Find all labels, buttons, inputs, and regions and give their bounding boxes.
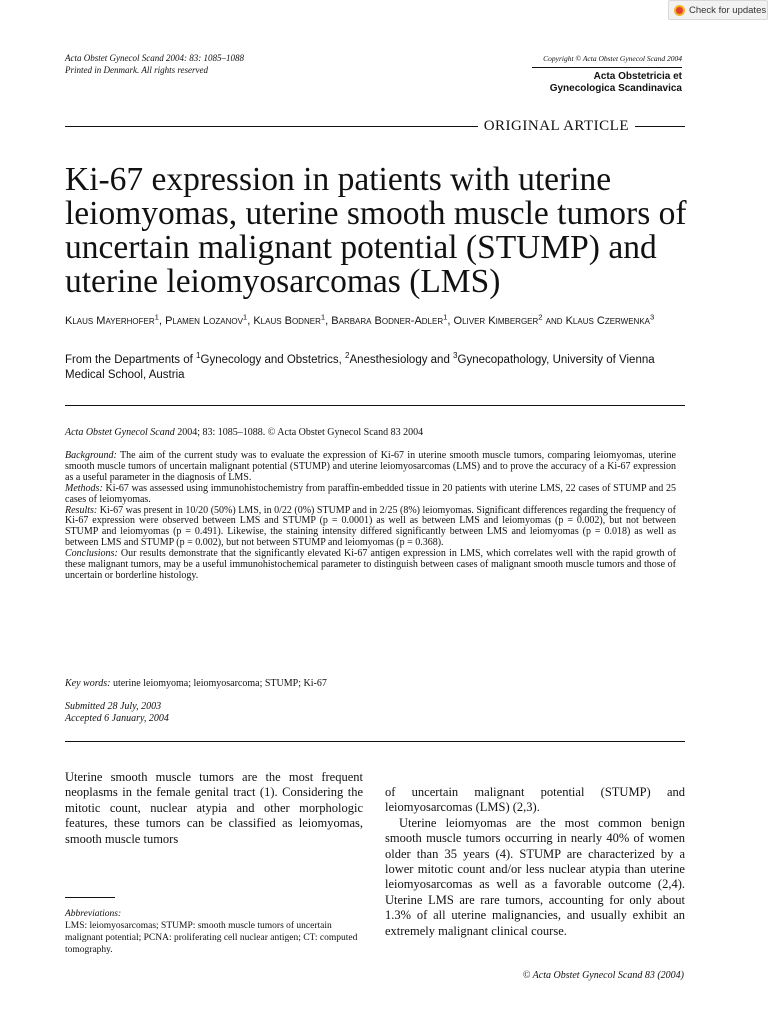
abstract-text: Ki-67 was present in 10/20 (50%) LMS, in 0/22 (0%) STUMP and in 2/25 (8%) leiomyomas. Significant differences regarding the frequency of Ki-67 expression were observed between LMS and STUMP (p = 0.0001) as well as between LMS and leiomyomas (p = 0.002), but not between STUMP and leiomyomas (p = 0.491). Likewise, the staining intensity differed significantly between LMS and leiomyomas (p = 0.018) as well as between LMS and STUMP (p = 0.002), but not between STUMP and leiomyomas (p = 0.368). bbox=[65, 504, 676, 549]
affiliation-marker: 1 bbox=[196, 351, 201, 361]
abstract-label: Conclusions: bbox=[65, 548, 118, 560]
abstract-label: Results: bbox=[65, 504, 98, 516]
section-rule-left bbox=[65, 126, 478, 127]
affiliation bbox=[65, 353, 685, 383]
keywords-text: uterine leiomyoma; leiomyosarcoma; STUMP; Ki-67 bbox=[110, 678, 327, 689]
affiliation-marker: 2 bbox=[344, 351, 350, 361]
affiliation-marker: 1 bbox=[443, 312, 448, 322]
affiliation-dept: Anesthesiology and bbox=[349, 354, 454, 366]
copyright-line: Copyright © Acta Obstet Gynecol Scand 2004 bbox=[543, 54, 682, 63]
author: Plamen Lozanov bbox=[165, 315, 243, 327]
abstract-text: Ki-67 was assessed using immunohistochemistry from paraffin-embedded tissue in 20 patients with uterine LMS, 22 cases of STUMP and 25 cases of leiomyomas. bbox=[65, 482, 676, 505]
author-list: Klaus Mayerhofer$^1$, Plamen Lozanov$^1$, Klaus Bodner$^1$, Barbara Bodner-Adler$^1$, Oliver Kimberger$^2$ and Klaus Czerwenka$^3$ bbox=[65, 312, 655, 327]
abstract-text: The aim of the current study was to evaluate the expression of Ki-67 in uterine smooth muscle tumors, comparing leiomyomas, uterine smooth muscle tumors of uncertain malignant potential (STUMP) and uterine leiomyosarcomas (LMS) and to prove the accuracy of a Ki-67 expression as a useful parameter in the diagnosis of LMS. bbox=[65, 450, 676, 483]
section-rule-right bbox=[635, 126, 685, 127]
page-footer: © Acta Obstet Gynecol Scand 83 (2004) bbox=[522, 970, 684, 981]
affiliation-marker: 2 bbox=[538, 312, 543, 322]
journal-name-line-1: Acta Obstetricia et bbox=[593, 71, 682, 82]
article-title: Ki-67 expression in patients with uterine leiomyomas, uterine smooth muscle tumors of uncertain malignant potential (STUMP) and uterine leiomyosarcomas (LMS) bbox=[65, 161, 687, 300]
affiliation-marker: 3 bbox=[453, 351, 458, 361]
citation-journal: Acta Obstet Gynecol Scand bbox=[65, 427, 175, 438]
journal-brand bbox=[462, 54, 682, 95]
keywords bbox=[65, 678, 327, 689]
body-column-right bbox=[385, 785, 685, 939]
author: Klaus Czerwenka bbox=[565, 315, 651, 327]
abstract-methods bbox=[65, 484, 676, 506]
abstract-results bbox=[65, 506, 676, 550]
footnote-label: Abbreviations: bbox=[65, 909, 122, 919]
abstract bbox=[65, 451, 676, 582]
author: Klaus Bodner bbox=[253, 315, 321, 327]
author: Barbara Bodner-Adler bbox=[331, 315, 444, 327]
accepted-date: Accepted 6 January, 2004 bbox=[65, 713, 169, 724]
footnote-rule bbox=[65, 897, 115, 898]
citation-line-1: Acta Obstet Gynecol Scand 2004: 83: 1085–1088 bbox=[65, 53, 244, 63]
author: Oliver Kimberger bbox=[453, 315, 539, 327]
citation-line-2: Printed in Denmark. All rights reserved bbox=[65, 65, 208, 75]
submission-dates bbox=[65, 701, 169, 725]
body-paragraph: of uncertain malignant potential (STUMP) and leiomyosarcomas (LMS) (2,3). bbox=[385, 785, 685, 815]
header-rule bbox=[532, 67, 682, 68]
body-column-left bbox=[65, 770, 363, 847]
check-for-updates-label: Check for updates bbox=[689, 4, 767, 16]
journal-name-line-2: Gynecologica Scandinavica bbox=[549, 83, 682, 94]
divider-bottom bbox=[65, 741, 685, 742]
check-for-updates-icon bbox=[674, 5, 685, 16]
author-conjunction: and bbox=[545, 315, 563, 327]
section-label: ORIGINAL ARTICLE bbox=[483, 117, 629, 134]
footnote-text: LMS: leiomyosarcomas; STUMP: smooth muscle tumors of uncertain malignant potential; PCNA: proliferating cell nuclear antigen; CT: computed tomography. bbox=[65, 921, 358, 955]
affiliation-marker: 1 bbox=[242, 312, 248, 322]
keywords-label: Key words: bbox=[65, 678, 111, 689]
journal-citation-header bbox=[65, 52, 244, 76]
footnote bbox=[65, 908, 363, 956]
divider-top bbox=[65, 405, 685, 406]
body-paragraph: Uterine leiomyomas are the most common benign smooth muscle tumors occurring in nearly 40% of women older than 35 years (4). STUMP are characterized by a lower mitotic count and/or less nuclear atypia than uterine leiomyosarcomas as well as a favorable outcome (2,4). Uterine LMS are rare tumors, accounting for only about 1.3% of all uterine malignancies, and usually exhibit an extremely malignant clinical course. bbox=[385, 815, 685, 938]
affiliation-dept: Gynecology and Obstetrics, bbox=[200, 354, 345, 366]
abstract-background bbox=[65, 451, 676, 484]
author: Klaus Mayerhofer bbox=[65, 315, 155, 327]
check-for-updates-badge[interactable] bbox=[668, 0, 768, 20]
abstract-label: Methods: bbox=[65, 482, 103, 494]
citation-rest: 2004; 83: 1085–1088. © Acta Obstet Gynecol Scand 83 2004 bbox=[174, 427, 424, 438]
affiliation-marker: 3 bbox=[650, 312, 655, 322]
affiliation-marker: 1 bbox=[320, 312, 326, 322]
abstract-citation bbox=[65, 427, 423, 438]
affiliation-prefix: From the Departments of bbox=[65, 354, 197, 366]
abstract-label: Background: bbox=[65, 450, 117, 461]
affiliation-dept: Gynecopathology, University of Vienna Medical School, Austria bbox=[65, 354, 655, 381]
submitted-date: Submitted 28 July, 2003 bbox=[65, 701, 162, 712]
affiliation-marker: 1 bbox=[154, 312, 159, 322]
body-paragraph: Uterine smooth muscle tumors are the most frequent neoplasms in the female genital tract (1). Considering the mitotic count, nuclear atypia and other morphologic features, these tumors can be classified as leiomyomas, smooth muscle tumors bbox=[65, 770, 363, 846]
abstract-text: Our results demonstrate that the significantly elevated Ki-67 antigen expression in LMS, which correlates well with the rapid growth of these malignant tumors, may be a useful immunohistochemical parameter to distinguish between cases of malignant smooth muscle tumors and those of uncertain or borderline histology. bbox=[65, 548, 676, 581]
section-label-row bbox=[65, 117, 685, 135]
abstract-conclusions bbox=[65, 549, 676, 582]
